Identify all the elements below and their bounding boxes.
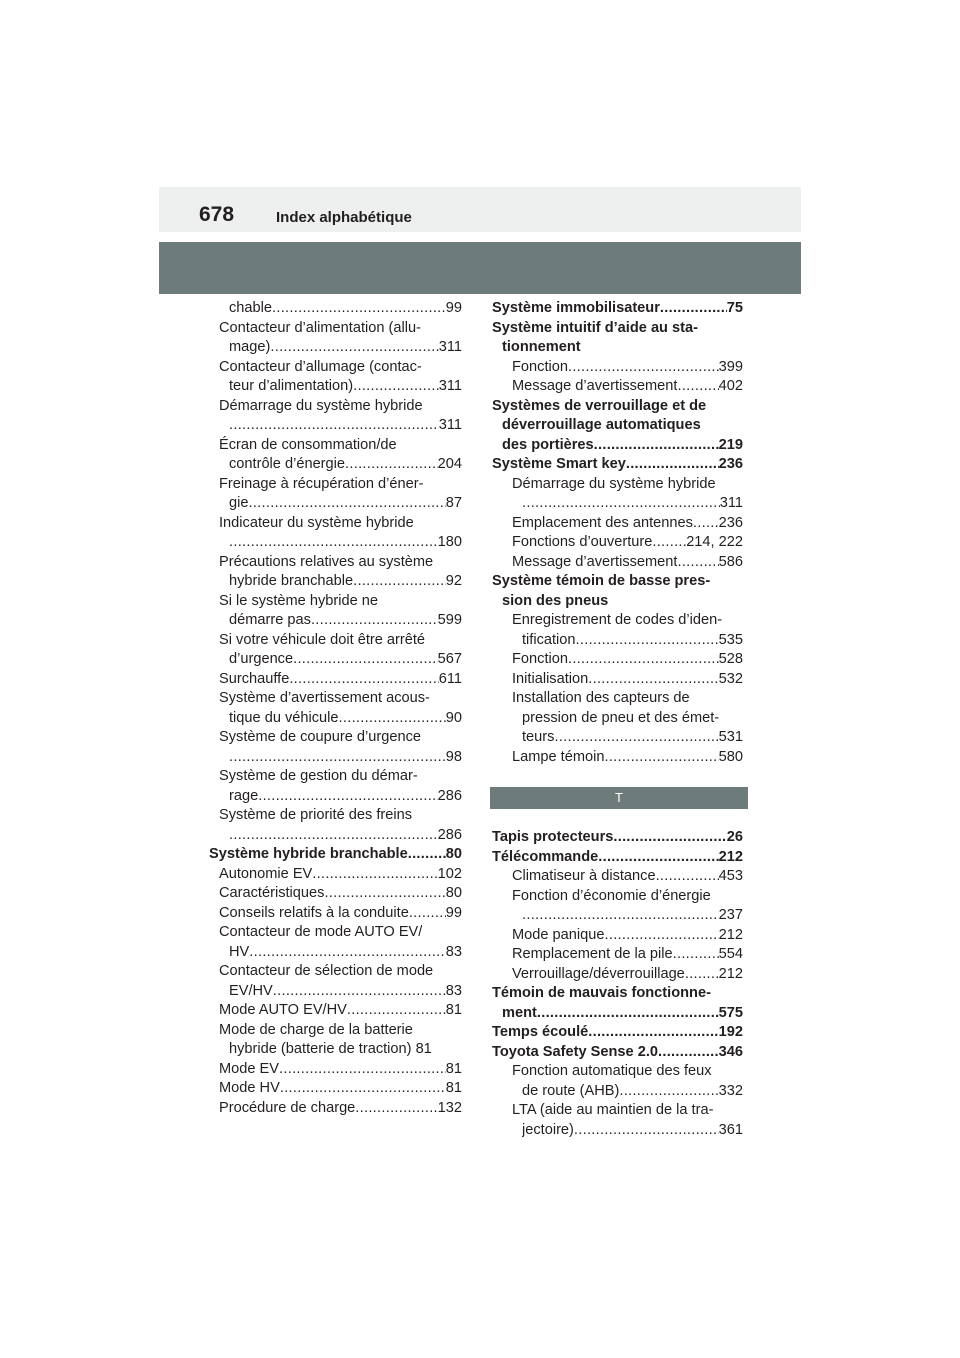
- entry-text: teurs: [522, 729, 555, 745]
- index-entry: [209, 1079, 462, 1099]
- entry-text: de route (AHB): [522, 1082, 620, 1099]
- index-entry: [492, 965, 743, 985]
- index-entry: [492, 748, 743, 768]
- page-number: 678: [199, 203, 235, 226]
- entry-text: ment: [502, 1004, 537, 1021]
- dot-leader: [409, 904, 446, 924]
- dot-leader: [677, 377, 718, 397]
- entry-page: 580: [718, 748, 743, 765]
- entry-text: Mode panique: [512, 926, 605, 943]
- index-entry: [209, 299, 462, 319]
- entry-text: Fonction d’économie d’énergie: [512, 887, 711, 904]
- entry-page: 236: [718, 514, 743, 531]
- entry-text: Contacteur de mode AUTO EV/: [219, 924, 423, 940]
- dot-leader: [588, 670, 718, 690]
- entry-page: 599: [437, 612, 462, 628]
- dot-leader: [229, 416, 439, 436]
- index-entry: [492, 1101, 743, 1121]
- index-entry: [492, 494, 743, 514]
- entry-text: Fonction automatique des feux: [512, 1063, 712, 1079]
- index-entry: [209, 728, 462, 748]
- entry-text: Précautions relatives au système: [219, 553, 434, 570]
- entry-page: 567: [437, 651, 462, 667]
- entry-page: 132: [437, 1099, 462, 1116]
- index-entry: [492, 650, 743, 670]
- entry-page: 535: [718, 631, 743, 648]
- header-bar: [159, 242, 801, 294]
- dot-leader: [604, 748, 718, 768]
- index-entry: [492, 416, 743, 436]
- index-entry: [209, 1001, 462, 1021]
- entry-text: Mode HV: [219, 1080, 280, 1096]
- entry-text: Initialisation: [512, 670, 589, 687]
- entry-page: 611: [438, 670, 462, 687]
- dot-leader: [660, 299, 727, 319]
- index-entry: [492, 377, 743, 397]
- dot-leader: [598, 848, 718, 868]
- entry-text: Système de gestion du démar-: [219, 768, 418, 784]
- dot-leader: [355, 1099, 437, 1119]
- entry-page: 192: [718, 1024, 743, 1040]
- index-entry: [209, 475, 462, 495]
- index-entry: [492, 728, 743, 748]
- entry-text: Système de priorité des freins: [219, 807, 413, 823]
- index-entry: [492, 319, 743, 339]
- index-entry: [492, 533, 743, 553]
- entry-text: Freinage à récupération d’éner-: [219, 475, 424, 492]
- entry-text: Fonction: [512, 651, 568, 667]
- index-entry: [209, 631, 462, 651]
- index-entry: [209, 1099, 462, 1119]
- entry-text: Installation des capteurs de: [512, 690, 690, 706]
- index-entry: [209, 319, 462, 339]
- dot-leader: [652, 533, 686, 553]
- index-entry: [209, 611, 462, 631]
- entry-text: Système Smart key: [492, 456, 626, 472]
- entry-text: hybride (batterie de traction) 81: [229, 1041, 432, 1057]
- dot-leader: [677, 553, 718, 573]
- entry-text: jectoire): [522, 1121, 574, 1138]
- dot-leader: [408, 845, 446, 865]
- entry-text: sion des pneus: [502, 592, 609, 609]
- index-entry: [492, 709, 743, 729]
- index-entry: [209, 962, 462, 982]
- index-entry: [209, 689, 462, 709]
- dot-leader: [568, 650, 719, 670]
- entry-text: Toyota Safety Sense 2.0: [492, 1043, 659, 1060]
- dot-leader: [537, 1004, 719, 1024]
- index-entry: [492, 1004, 743, 1024]
- entry-text: Conseils relatifs à la conduite: [219, 904, 409, 921]
- entry-text: Climatiseur à distance: [512, 868, 656, 884]
- dot-leader: [289, 670, 438, 690]
- index-entry: [492, 689, 743, 709]
- entry-text: Mode EV: [219, 1060, 280, 1077]
- dot-leader: [574, 1121, 719, 1141]
- dot-leader: [229, 533, 438, 553]
- entry-text: Systèmes de verrouillage et de: [492, 397, 707, 414]
- entry-page: 236: [718, 456, 743, 472]
- entry-text: Message d’avertissement: [512, 378, 678, 394]
- right-bottom-entries: [492, 828, 743, 1140]
- left-entries: [209, 299, 462, 1118]
- index-entry: [492, 299, 743, 319]
- dot-leader: [656, 867, 719, 887]
- index-entry: [209, 748, 462, 768]
- entry-text: Lampe témoin: [512, 748, 605, 765]
- index-entry: [209, 943, 462, 963]
- entry-text: d’urgence: [229, 651, 294, 667]
- entry-text: chable: [229, 300, 273, 316]
- entry-text: HV: [229, 943, 250, 960]
- entry-page: 212: [718, 926, 743, 943]
- entry-text: Remplacement de la pile: [512, 946, 673, 962]
- dot-leader: [605, 926, 719, 946]
- entry-text: Contacteur d’alimentation (allu-: [219, 319, 421, 336]
- entry-page: 204: [437, 456, 462, 472]
- entry-page: 402: [718, 378, 743, 394]
- index-entry: [209, 455, 462, 475]
- index-entry: [492, 592, 743, 612]
- entry-text: Message d’avertissement: [512, 553, 678, 570]
- index-entry: [492, 926, 743, 946]
- dot-leader: [229, 748, 446, 768]
- entry-text: Démarrage du système hybride: [219, 397, 423, 414]
- entry-text: Fonctions d’ouverture: [512, 534, 653, 550]
- entry-text: tionnement: [502, 339, 581, 355]
- index-column-right: [492, 299, 743, 1140]
- index-entry: [492, 631, 743, 651]
- dot-leader: [347, 1001, 446, 1021]
- entry-text: contrôle d’énergie: [229, 456, 346, 472]
- index-entry: [209, 514, 462, 534]
- index-entry: [209, 572, 462, 592]
- index-entry: [209, 416, 462, 436]
- index-entry: [209, 358, 462, 378]
- index-entry: [209, 904, 462, 924]
- index-entry: [492, 397, 743, 417]
- entry-page: 528: [718, 651, 743, 667]
- dot-leader: [270, 338, 438, 358]
- dot-leader: [258, 787, 437, 807]
- entry-text: Temps écoulé: [492, 1024, 589, 1040]
- dot-leader: [685, 965, 719, 985]
- index-entry: [209, 494, 462, 514]
- index-entry: [492, 1082, 743, 1102]
- entry-text: Témoin de mauvais fonctionne-: [492, 985, 711, 1001]
- entry-page: 83: [445, 982, 462, 999]
- index-entry: [492, 828, 743, 848]
- index-entry: [209, 670, 462, 690]
- index-entry: [209, 650, 462, 670]
- index-entry: [209, 533, 462, 553]
- index-entry: [492, 338, 743, 358]
- entry-page: 80: [445, 846, 462, 862]
- entry-page: 237: [718, 907, 743, 923]
- dot-leader: [273, 982, 446, 1002]
- index-entry: [492, 867, 743, 887]
- entry-text: Si le système hybride ne: [219, 592, 378, 609]
- entry-page: 212: [718, 848, 743, 865]
- entry-text: Système hybride branchable: [209, 846, 408, 862]
- entry-text: mage): [229, 339, 271, 355]
- index-entry: [209, 806, 462, 826]
- dot-leader: [339, 709, 446, 729]
- index-column-left: [209, 299, 462, 1118]
- entry-page: 219: [718, 436, 743, 453]
- index-entry: [492, 436, 743, 456]
- index-entry: [209, 338, 462, 358]
- dot-leader: [353, 572, 446, 592]
- entry-text: Système de coupure d’urgence: [219, 729, 422, 745]
- entry-text: Indicateur du système hybride: [219, 514, 414, 531]
- entry-page: 453: [718, 868, 743, 884]
- entry-text: Surchauffe: [219, 670, 290, 687]
- dot-leader: [280, 1079, 446, 1099]
- dot-leader: [522, 494, 720, 514]
- dot-leader: [693, 514, 719, 534]
- entry-page: 575: [718, 1004, 743, 1021]
- entry-text: tification: [522, 631, 576, 648]
- entry-page: 311: [719, 495, 743, 511]
- index-entry: [492, 906, 743, 926]
- page-title: Index alphabétique: [276, 209, 412, 226]
- entry-text: pression de pneu et des émet-: [522, 709, 720, 726]
- dot-leader: [554, 728, 718, 748]
- entry-text: déverrouillage automatiques: [502, 417, 701, 433]
- entry-page: 346: [718, 1043, 743, 1060]
- entry-page: 81: [445, 1002, 462, 1018]
- entry-page: 332: [718, 1082, 743, 1099]
- index-entry: [492, 611, 743, 631]
- entry-text: Fonction: [512, 358, 568, 375]
- dot-leader: [619, 1082, 718, 1102]
- index-entry: [209, 767, 462, 787]
- entry-page: 81: [445, 1080, 462, 1096]
- dot-leader: [293, 650, 438, 670]
- entry-page: 311: [438, 378, 462, 394]
- dot-leader: [312, 865, 437, 885]
- index-entry: [492, 514, 743, 534]
- entry-page: 212: [718, 965, 743, 982]
- entry-text: Mode AUTO EV/HV: [219, 1002, 347, 1018]
- entry-text: rage: [229, 787, 259, 804]
- index-entry: [209, 592, 462, 612]
- entry-text: Caractéristiques: [219, 885, 325, 901]
- dot-leader: [311, 611, 438, 631]
- index-entry: [209, 397, 462, 417]
- entry-text: démarre pas: [229, 612, 311, 628]
- entry-text: Écran de consommation/de: [219, 436, 397, 453]
- dot-leader: [324, 884, 445, 904]
- entry-page: 92: [445, 573, 462, 589]
- entry-page: 532: [718, 670, 743, 687]
- index-entry: [209, 923, 462, 943]
- entry-page: 531: [718, 729, 743, 745]
- entry-text: Mode de charge de la batterie: [219, 1021, 413, 1038]
- entry-text: Contacteur de sélection de mode: [219, 963, 434, 979]
- index-entry: [492, 1023, 743, 1043]
- index-entry: [209, 787, 462, 807]
- entry-text: Si votre véhicule doit être arrêté: [219, 631, 426, 648]
- index-entry: [492, 1062, 743, 1082]
- index-entry: [492, 984, 743, 1004]
- section-letter-bar: T: [490, 787, 748, 809]
- entry-page: 83: [445, 943, 462, 960]
- index-entry: [492, 475, 743, 495]
- entry-text: Système témoin de basse pres-: [492, 573, 711, 589]
- dot-leader: [345, 455, 438, 475]
- dot-leader: [353, 377, 439, 397]
- entry-text: gie: [229, 495, 249, 511]
- dot-leader: [673, 945, 719, 965]
- entry-page: 311: [438, 417, 462, 433]
- entry-page: 286: [437, 826, 462, 843]
- entry-text: Démarrage du système hybride: [512, 475, 716, 492]
- index-entry: [209, 436, 462, 456]
- entry-text: Système immobilisateur: [492, 300, 660, 316]
- index-entry: [209, 982, 462, 1002]
- entry-page: 399: [718, 358, 743, 375]
- entry-page: 102: [437, 865, 462, 882]
- dot-leader: [626, 455, 719, 475]
- dot-leader: [568, 358, 719, 378]
- dot-leader: [522, 906, 719, 926]
- entry-text: Système d’avertissement acous-: [219, 690, 430, 706]
- dot-leader: [249, 943, 445, 963]
- entry-text: Tapis protecteurs: [492, 829, 614, 845]
- entry-page: 90: [445, 709, 462, 726]
- dot-leader: [613, 828, 726, 848]
- entry-page: 99: [445, 904, 462, 921]
- entry-text: EV/HV: [229, 982, 273, 999]
- entry-text: Contacteur d’allumage (contac-: [219, 358, 422, 375]
- entry-text: Autonomie EV: [219, 865, 313, 882]
- entry-page: 75: [726, 300, 743, 316]
- entry-text: teur d’alimentation): [229, 378, 354, 394]
- entry-page: 99: [445, 300, 462, 316]
- index-entry: [492, 887, 743, 907]
- index-entry: [492, 455, 743, 475]
- entry-page: 180: [437, 534, 462, 550]
- entry-page: 80: [445, 885, 462, 901]
- entry-text: Télécommande: [492, 848, 599, 865]
- entry-page: 286: [437, 787, 462, 804]
- entry-text: hybride branchable: [229, 573, 354, 589]
- index-entry: [492, 358, 743, 378]
- index-entry: [492, 670, 743, 690]
- index-entry: [209, 845, 462, 865]
- entry-text: Enregistrement de codes d’iden-: [512, 612, 723, 628]
- right-top-entries: [492, 299, 743, 767]
- entry-text: Emplacement des antennes: [512, 514, 693, 531]
- index-entry: [209, 553, 462, 573]
- dot-leader: [594, 436, 719, 456]
- index-entry: [492, 1043, 743, 1063]
- entry-text: Verrouillage/déverrouillage: [512, 965, 685, 982]
- index-entry: [209, 884, 462, 904]
- entry-page: 214, 222: [686, 534, 743, 550]
- header-band: [159, 187, 801, 232]
- entry-page: 361: [718, 1121, 743, 1138]
- entry-page: 586: [718, 553, 743, 570]
- dot-leader: [658, 1043, 719, 1063]
- entry-page: 87: [445, 495, 462, 511]
- entry-text: LTA (aide au maintien de la tra-: [512, 1102, 714, 1118]
- index-entry: [209, 1060, 462, 1080]
- index-entry: [209, 377, 462, 397]
- dot-leader: [272, 299, 446, 319]
- dot-leader: [248, 494, 445, 514]
- entry-page: 26: [726, 829, 743, 845]
- index-entry: [492, 572, 743, 592]
- index-entry: [492, 553, 743, 573]
- entry-page: 554: [718, 946, 743, 962]
- dot-leader: [279, 1060, 446, 1080]
- dot-leader: [229, 826, 438, 846]
- entry-text: Procédure de charge: [219, 1099, 356, 1116]
- entry-page: 311: [438, 339, 462, 355]
- index-entry: [209, 1021, 462, 1041]
- index-entry: [209, 709, 462, 729]
- index-entry: [492, 848, 743, 868]
- entry-text: Système intuitif d’aide au sta-: [492, 319, 698, 336]
- index-entry: [209, 826, 462, 846]
- index-entry: [209, 1040, 462, 1060]
- dot-leader: [576, 631, 719, 651]
- dot-leader: [588, 1023, 718, 1043]
- entry-text: des portières: [502, 436, 594, 453]
- index-entry: [209, 865, 462, 885]
- entry-page: 98: [445, 748, 462, 765]
- index-entry: [492, 945, 743, 965]
- entry-page: 81: [445, 1060, 462, 1077]
- index-entry: [492, 1121, 743, 1141]
- entry-text: tique du véhicule: [229, 709, 339, 726]
